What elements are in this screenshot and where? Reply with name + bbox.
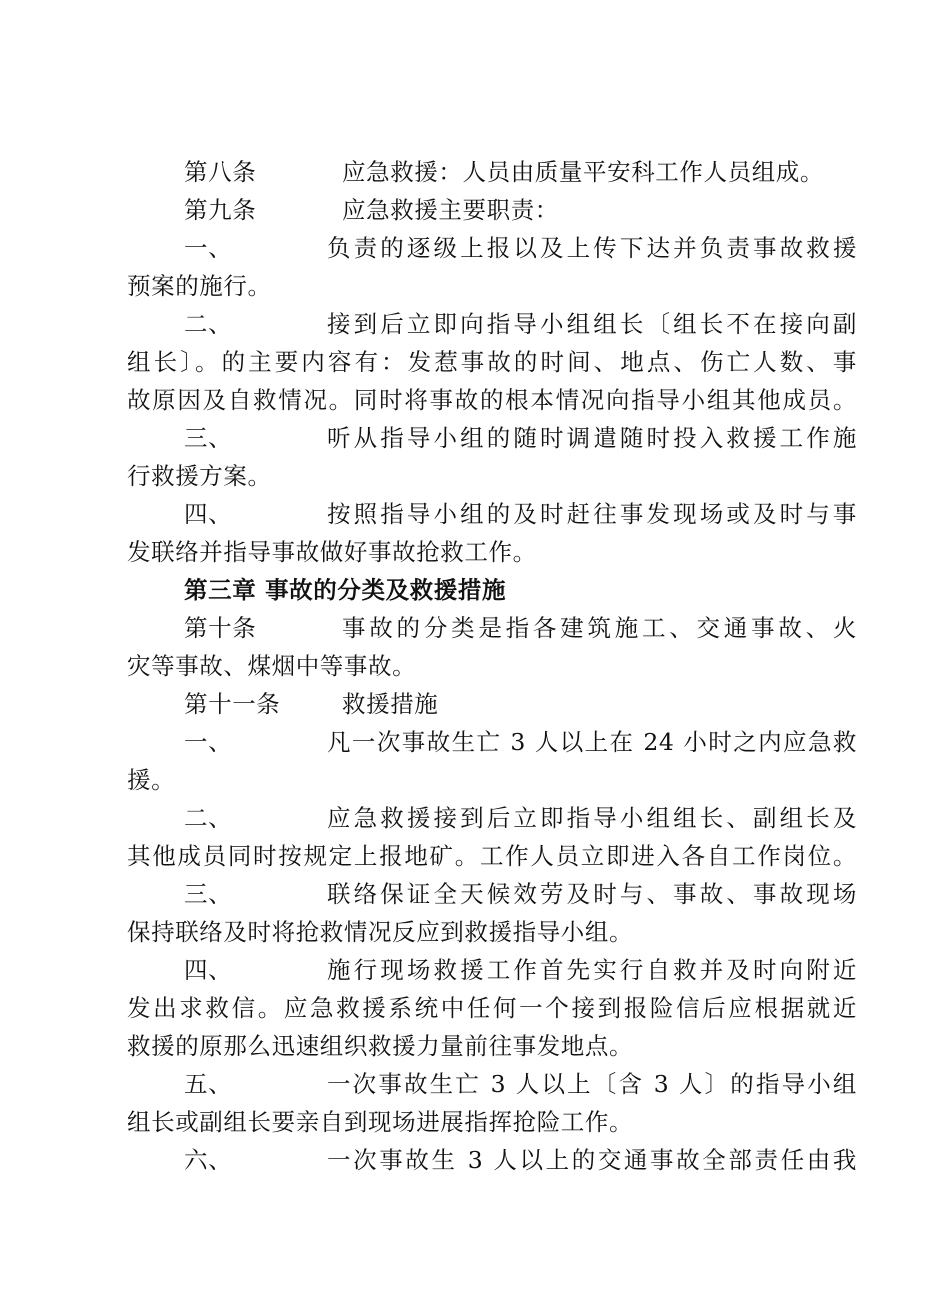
duty-2-line-1: 接到后立即向指导小组组长〔组长不在接向副 <box>327 310 857 338</box>
duty-4-line-1: 按照指导小组的及时赶往事发现场或及时与事 <box>327 500 857 528</box>
article-9-text: 应急救援主要职责： <box>342 196 559 224</box>
measure-1-line-2: 援。 <box>127 766 176 794</box>
measure-4-number: 四、 <box>184 956 233 984</box>
duty-2-line-2: 组长〕。的主要内容有：发惹事故的时间、地点、伤亡人数、事 <box>127 348 857 376</box>
measure-5-line-2: 组长或副组长要亲自到现场进展指挥抢险工作。 <box>127 1108 634 1136</box>
article-10-line-2: 灾等事故、煤烟中等事故。 <box>127 652 417 680</box>
measure-3-number: 三、 <box>184 880 233 908</box>
measure-6-number: 六、 <box>184 1146 233 1174</box>
duty-2-line-3: 故原因及自救情况。同时将事故的根本情况向指导小组其他成员。 <box>127 386 857 414</box>
article-9-label: 第九条 <box>184 196 257 224</box>
duty-1-number: 一、 <box>184 234 233 262</box>
article-8-text: 应急救援：人员由质量平安科工作人员组成。 <box>342 158 824 186</box>
measure-5-line-1: 一次事故生亡 3 人以上〔含 3 人〕的指导小组 <box>327 1070 857 1098</box>
measure-2-number: 二、 <box>184 804 233 832</box>
measure-6-line-1: 一次事故生 3 人以上的交通事故全部责任由我 <box>327 1146 857 1174</box>
duty-4-line-2: 发联络并指导事故做好事故抢救工作。 <box>127 538 537 566</box>
measure-3-line-1: 联络保证全天候效劳及时与、事故、事故现场 <box>327 880 857 908</box>
duty-3-number: 三、 <box>184 424 233 452</box>
measure-4-line-3: 救援的原那么迅速组织救援力量前往事发地点。 <box>127 1032 634 1060</box>
measure-2-line-2: 其他成员同时按规定上报地矿。工作人员立即进入各自工作岗位。 <box>127 842 857 870</box>
measure-4-line-2: 发出求救信。应急救援系统中任何一个接到报险信后应根据就近 <box>127 994 857 1022</box>
measure-2-line-1: 应急救援接到后立即指导小组组长、副组长及 <box>327 804 857 832</box>
duty-4-number: 四、 <box>184 500 233 528</box>
measure-4-line-1: 施行现场救援工作首先实行自救并及时向附近 <box>327 956 857 984</box>
duty-1-line-1: 负责的逐级上报以及上传下达并负责事故救援 <box>327 234 857 262</box>
measure-1-line-1: 凡一次事故生亡 3 人以上在 24 小时之内应急救 <box>327 728 857 756</box>
article-11-text: 救援措施 <box>342 690 439 718</box>
duty-1-line-2: 预案的施行。 <box>127 272 272 300</box>
article-11-label: 第十一条 <box>184 690 281 718</box>
duty-3-line-1: 听从指导小组的随时调遣随时投入救援工作施 <box>327 424 857 452</box>
chapter-3-heading: 第三章 事故的分类及救援措施 <box>184 576 507 604</box>
measure-5-number: 五、 <box>184 1070 233 1098</box>
article-10-line-1: 事故的分类是指各建筑施工、交通事故、火 <box>342 614 857 642</box>
measure-1-number: 一、 <box>184 728 233 756</box>
article-8-label: 第八条 <box>184 158 257 186</box>
measure-3-line-2: 保持联络及时将抢救情况反应到救援指导小组。 <box>127 918 634 946</box>
duty-3-line-2: 行救援方案。 <box>127 462 272 490</box>
duty-2-number: 二、 <box>184 310 233 338</box>
article-10-label: 第十条 <box>184 614 257 642</box>
